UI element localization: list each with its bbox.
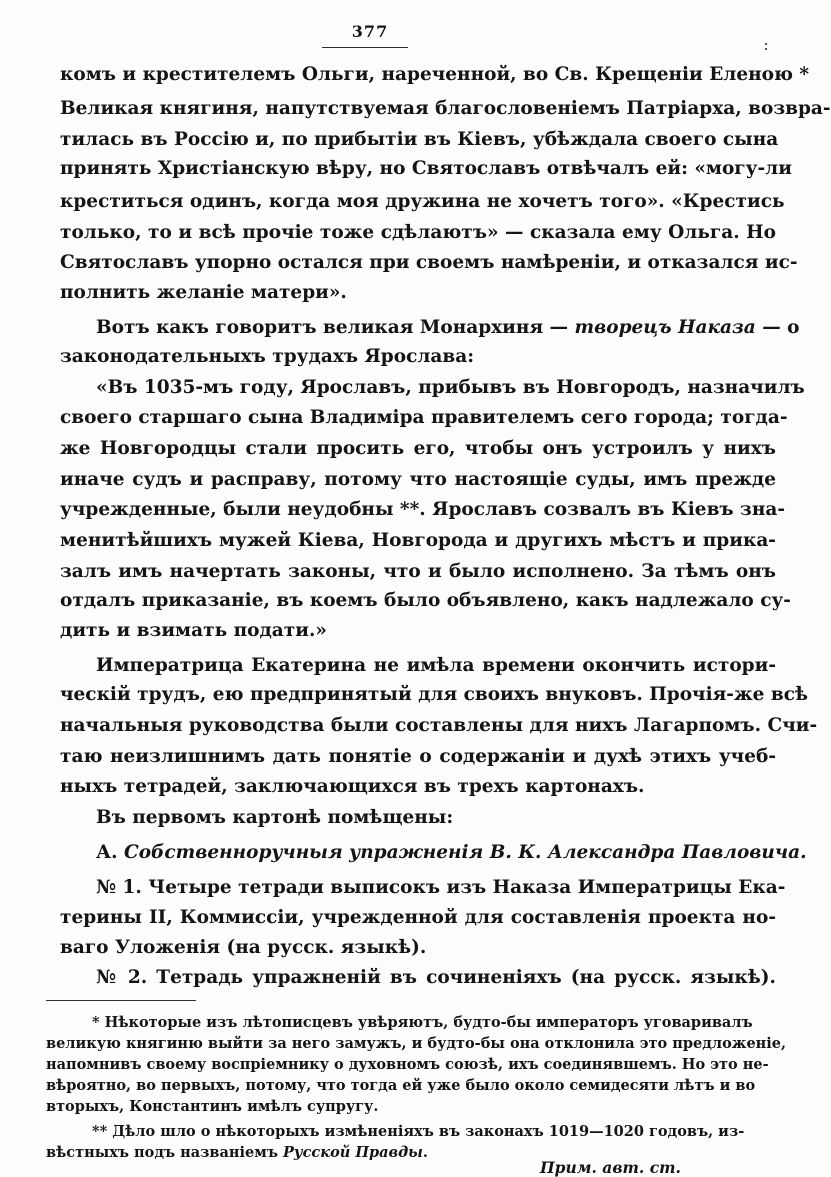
footnote-line: напомнивъ своему воспріемнику о духовномъ союзѣ, ихъ соединявшемъ. Но это не- <box>46 1056 769 1073</box>
first-box-heading: Въ первомъ картонѣ помѣщены: <box>96 807 454 828</box>
quote-line: дить и взимать подати.» <box>60 620 327 641</box>
quote-line: своего старшаго сына Владиміра правителемъ сего города; тогда- <box>60 407 788 428</box>
body-line: Святославъ упорно остался при своемъ намѣреніи, и отказался ис- <box>60 252 798 273</box>
footnote-line: вѣроятно, во первыхъ, потому, что тогда ей уже было около семидесяти лѣтъ и во <box>46 1077 756 1094</box>
body-line: начальныя руководства были составлены для нихъ Лагарпомъ. Счи- <box>60 715 818 736</box>
intro-before: Вотъ какъ говоритъ великая Монархиня — <box>96 317 575 338</box>
body-line: ныхъ тетрадей, заключающихся въ трехъ картонахъ. <box>60 776 645 797</box>
body-line: только, то и всѣ прочіе тоже сдѣлаютъ» — сказала ему Ольга. Но <box>60 222 776 243</box>
body-line: тилась въ Россію и, по прибытіи въ Кіевъ, убѣждала своего сына <box>60 129 779 150</box>
intro-after: — о <box>755 317 800 338</box>
body-line: креститься одинъ, когда моя дружина не хочетъ того». «Крестись <box>60 191 785 212</box>
body-line: Императрица Екатерина не имѣла времени окончить истори- <box>96 655 776 676</box>
body-line: полнить желаніе матери». <box>60 282 347 303</box>
item-line: терины II, Коммиссіи, учрежденной для составленія проекта но- <box>60 907 776 928</box>
item-line: № 2. Тетрадь упражненій въ сочиненіяхъ (на русск. языкѣ). <box>96 967 776 988</box>
footnote-rule <box>46 1000 196 1001</box>
footnote2-before: вѣстныхъ подъ названіемъ <box>46 1144 284 1161</box>
intro-italic: творецъ Наказа <box>574 317 756 338</box>
body-line: ческій трудъ, ею предпринятый для своихъ внуковъ. Прочія-же всѣ <box>60 684 808 705</box>
quote-line: же Новгородцы стали просить его, чтобы онъ устроилъ у нихъ <box>60 438 776 459</box>
author-note-signature: Прим. авт. ст. <box>540 1158 681 1177</box>
footnote-line: * Нѣкоторые изъ лѣтописцевъ увѣряютъ, будто-бы императоръ уговаривалъ <box>92 1014 753 1031</box>
item-line: ваго Уложенія (на русск. языкѣ). <box>60 937 427 958</box>
body-line: таю неизлишнимъ дать понятіе о содержаніи и духѣ этихъ учеб- <box>60 746 776 767</box>
quote-line: учрежденные, были неудобны **. Ярославъ созвалъ въ Кіевъ зна- <box>60 499 786 520</box>
item-line: № 1. Четыре тетради выписокъ изъ Наказа Императрицы Ека- <box>96 877 786 898</box>
catherine-intro-line <box>96 315 800 341</box>
section-letter: А. <box>96 842 118 863</box>
footnote-line: ** Дѣло шло о нѣкоторыхъ измѣненіяхъ въ законахъ 1019—1020 годовъ, из- <box>92 1123 745 1140</box>
footnote2-after: . <box>422 1144 428 1161</box>
catherine-intro-line2: законодательныхъ трудахъ Ярослава: <box>60 346 475 367</box>
quote-line: «Въ 1035-мъ году, Ярославъ, прибывъ въ Новгородъ, назначилъ <box>96 377 805 398</box>
quote-line: иначе судъ и расправу, потому что настоящіе суды, имъ прежде <box>60 469 776 490</box>
quote-line: менитѣйшихъ мужей Кіева, Новгорода и другихъ мѣстъ и прика- <box>60 530 776 551</box>
quote-line: отдалъ приказаніе, въ коемъ было объявлено, какъ надлежало су- <box>60 590 791 611</box>
margin-mark <box>765 43 767 57</box>
page-number-rule <box>322 47 408 48</box>
footnote2-italic: Русской Правды <box>283 1144 423 1161</box>
quote-line: залъ имъ начертать законы, что и было исполнено. За тѣмъ онъ <box>60 561 776 582</box>
body-line: Великая княгиня, напутствуемая благословеніемъ Патріарха, возвра- <box>60 98 831 119</box>
footnote-line: вторыхъ, Константинъ имѣлъ супругу. <box>46 1098 379 1115</box>
footnote-line: великую княгиню выйти за него замужъ, и будто-бы она отклонила это предложеніе, <box>46 1035 787 1052</box>
body-line: принять Христіанскую вѣру, но Святославъ отвѣчалъ ей: «могу-ли <box>60 158 792 179</box>
section-title: Собственноручныя упражненія В. К. Александра Павловича. <box>123 842 807 863</box>
body-line: комъ и крестителемъ Ольги, нареченной, во Св. Крещеніи Еленою * <box>60 64 810 85</box>
page-number: 377 <box>351 22 389 41</box>
section-a-heading <box>96 840 807 866</box>
